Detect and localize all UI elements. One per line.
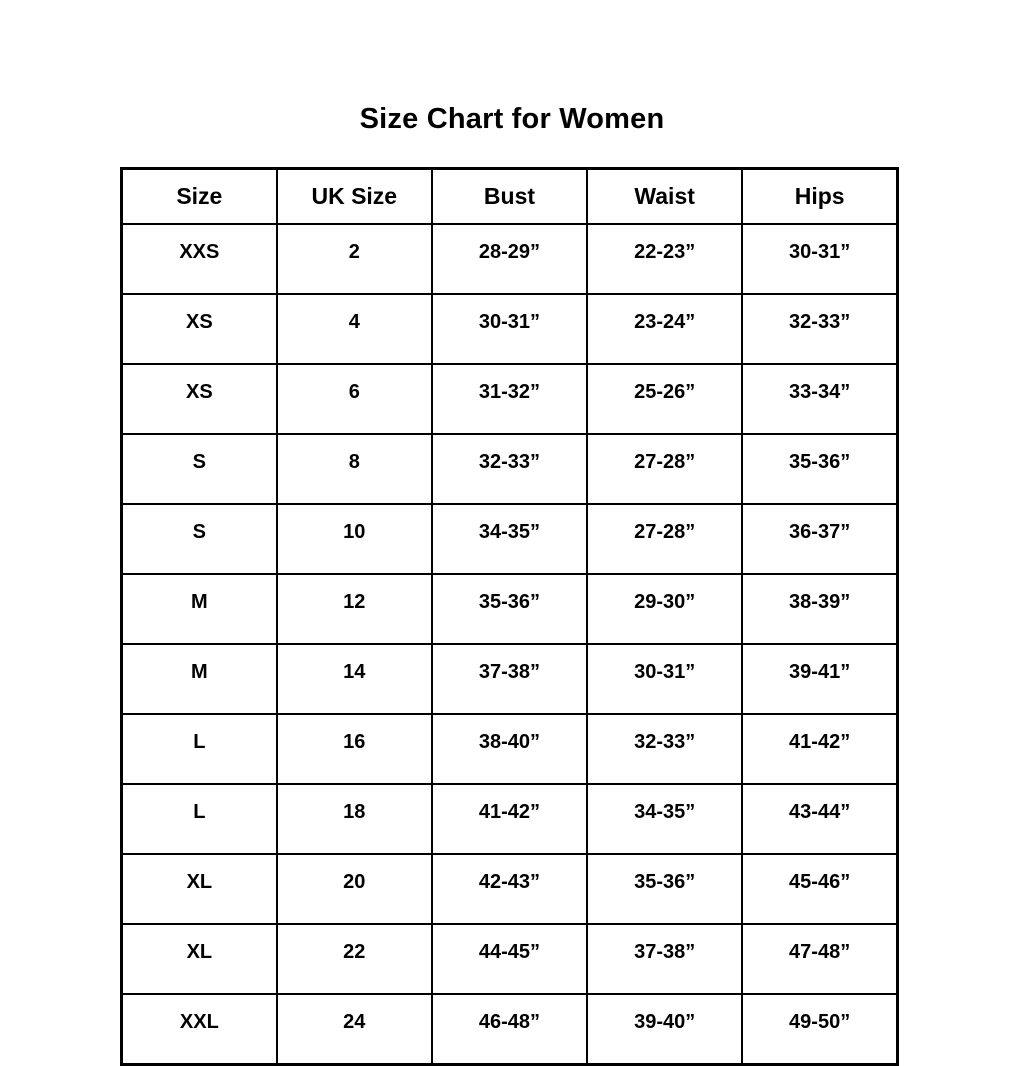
table-cell: 25-26” — [587, 364, 742, 434]
table-cell: 16 — [277, 714, 432, 784]
table-cell: 34-35” — [587, 784, 742, 854]
table-cell: 23-24” — [587, 294, 742, 364]
table-cell: L — [122, 784, 277, 854]
size-chart-table — [120, 167, 899, 1066]
table-cell: 46-48” — [432, 994, 587, 1065]
table-cell: 47-48” — [742, 924, 897, 994]
table-row — [122, 434, 898, 504]
table-cell: XXL — [122, 994, 277, 1065]
table-cell: 35-36” — [742, 434, 897, 504]
table-cell: 34-35” — [432, 504, 587, 574]
table-cell: 30-31” — [432, 294, 587, 364]
table-cell: 4 — [277, 294, 432, 364]
table-cell: 24 — [277, 994, 432, 1065]
table-row — [122, 294, 898, 364]
table-row — [122, 784, 898, 854]
column-header-size: Size — [122, 169, 277, 225]
table-cell: S — [122, 504, 277, 574]
table-cell: M — [122, 574, 277, 644]
table-cell: 28-29” — [432, 224, 587, 294]
table-cell: 38-39” — [742, 574, 897, 644]
table-cell: XL — [122, 924, 277, 994]
table-cell: 22-23” — [587, 224, 742, 294]
table-cell: 30-31” — [742, 224, 897, 294]
table-cell: 29-30” — [587, 574, 742, 644]
table-cell: 32-33” — [432, 434, 587, 504]
table-cell: XL — [122, 854, 277, 924]
column-header-waist: Waist — [587, 169, 742, 225]
column-header-uk-size: UK Size — [277, 169, 432, 225]
table-cell: XS — [122, 364, 277, 434]
table-row — [122, 224, 898, 294]
table-cell: 42-43” — [432, 854, 587, 924]
table-cell: 39-41” — [742, 644, 897, 714]
column-header-hips: Hips — [742, 169, 897, 225]
table-cell: XXS — [122, 224, 277, 294]
table-cell: 32-33” — [587, 714, 742, 784]
table-cell: S — [122, 434, 277, 504]
table-row — [122, 644, 898, 714]
table-cell: 22 — [277, 924, 432, 994]
table-body — [122, 224, 898, 1065]
table-cell: 35-36” — [432, 574, 587, 644]
table-cell: 32-33” — [742, 294, 897, 364]
table-cell: 36-37” — [742, 504, 897, 574]
page-title: Size Chart for Women — [359, 103, 665, 135]
table-cell: 27-28” — [587, 434, 742, 504]
table-cell: 10 — [277, 504, 432, 574]
table-cell: 12 — [277, 574, 432, 644]
table-cell: 18 — [277, 784, 432, 854]
table-cell: 35-36” — [587, 854, 742, 924]
table-cell: 37-38” — [587, 924, 742, 994]
table-cell: 6 — [277, 364, 432, 434]
table-cell: L — [122, 714, 277, 784]
column-header-bust: Bust — [432, 169, 587, 225]
table-cell: 41-42” — [432, 784, 587, 854]
table-row — [122, 924, 898, 994]
table-cell: XS — [122, 294, 277, 364]
table-cell: 14 — [277, 644, 432, 714]
table-cell: 33-34” — [742, 364, 897, 434]
table-cell: 49-50” — [742, 994, 897, 1065]
table-row — [122, 994, 898, 1065]
table-row — [122, 574, 898, 644]
table-cell: 39-40” — [587, 994, 742, 1065]
table-cell: 27-28” — [587, 504, 742, 574]
table-cell: 30-31” — [587, 644, 742, 714]
table-row — [122, 714, 898, 784]
table-cell: 44-45” — [432, 924, 587, 994]
table-header-row — [122, 169, 898, 225]
table-row — [122, 854, 898, 924]
table-header — [122, 169, 898, 225]
table-cell: 8 — [277, 434, 432, 504]
table-cell: 20 — [277, 854, 432, 924]
table-row — [122, 504, 898, 574]
table-cell: 2 — [277, 224, 432, 294]
table-cell: 41-42” — [742, 714, 897, 784]
table-cell: M — [122, 644, 277, 714]
table-row — [122, 364, 898, 434]
table-cell: 37-38” — [432, 644, 587, 714]
table-cell: 31-32” — [432, 364, 587, 434]
table-cell: 43-44” — [742, 784, 897, 854]
table-cell: 38-40” — [432, 714, 587, 784]
table-cell: 45-46” — [742, 854, 897, 924]
